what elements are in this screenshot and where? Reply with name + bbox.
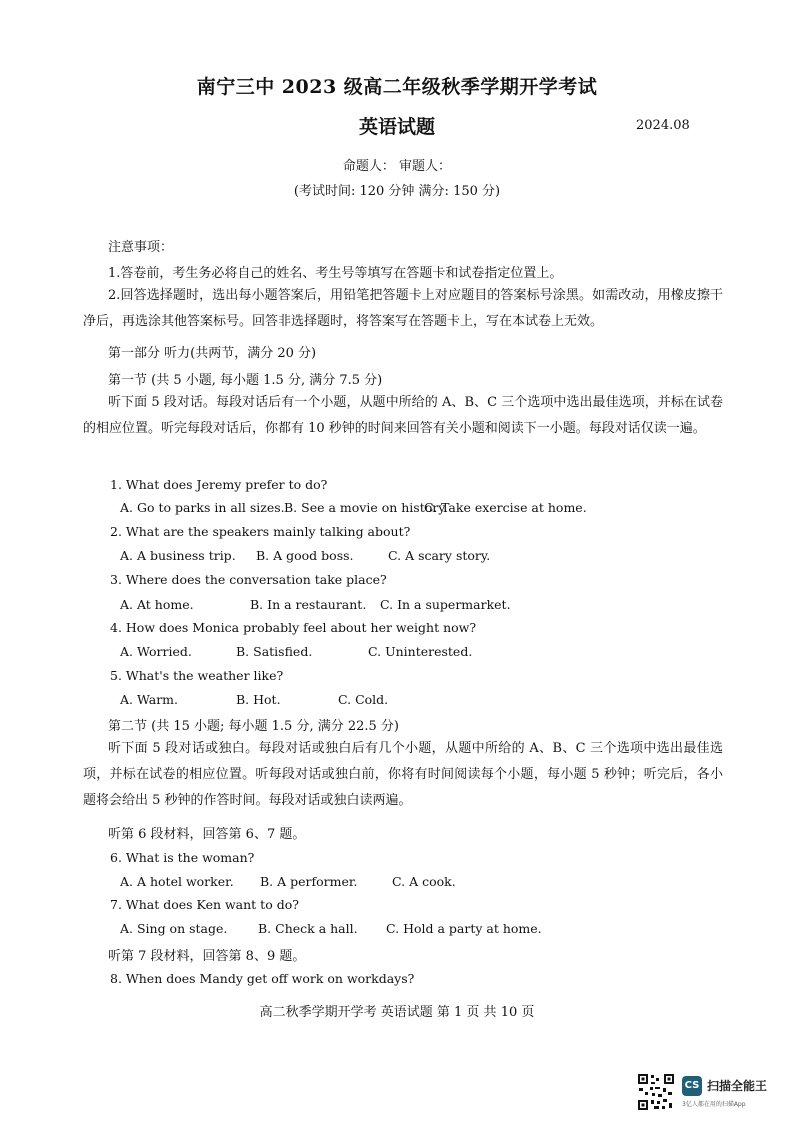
section1-heading: 第一节 (共 5 小题, 每小题 1.5 分, 满分 7.5 分) — [108, 373, 383, 388]
q6-option-b: B. A performer. — [260, 874, 358, 889]
question-1: 1. What does Jeremy prefer to do? — [110, 477, 328, 492]
q2-option-c: C. A scary story. — [388, 548, 491, 563]
question-3: 3. Where does the conversation take place? — [110, 572, 387, 587]
q4-option-a: A. Worried. — [120, 644, 192, 659]
q2-option-b: B. A good boss. — [256, 548, 354, 563]
q1-option-c: C. Take exercise at home. — [424, 500, 587, 515]
q4-option-c: C. Uninterested. — [368, 644, 473, 659]
q3-option-b: B. In a restaurant. — [250, 597, 367, 612]
q6-option-c: C. A cook. — [392, 874, 456, 889]
note-item-2: 2.回答选择题时，选出每小题答案后，用铅笔把答题卡上对应题目的答案标号涂黑。如需改动，用橡皮擦干净后，再选涂其他答案标号。回答非选择题时，将答案写在答题卡上，写在本试卷上无效。 — [83, 288, 723, 329]
camscanner-name: 扫描全能王 — [707, 1079, 768, 1093]
exam-title: 南宁三中 2023 级高二年级秋季学期开学考试 — [196, 76, 598, 98]
material-7-instruction: 听第 7 段材料，回答第 8、9 题。 — [108, 949, 306, 964]
q1-option-b: B. See a movie on history. — [284, 500, 448, 515]
exam-date: 2024.08 — [636, 118, 690, 133]
question-4: 4. How does Monica probably feel about her weight now? — [110, 620, 477, 635]
q6-option-a: A. A hotel worker. — [120, 874, 234, 889]
q1-option-a: A. Go to parks in all sizes. — [120, 500, 285, 515]
exam-subtitle: 英语试题 — [358, 116, 435, 138]
question-6: 6. What is the woman? — [110, 850, 255, 865]
camscanner-logo-icon: CS — [682, 1076, 702, 1096]
question-5: 5. What's the weather like? — [110, 668, 284, 683]
page-footer: 高二秋季学期开学考 英语试题 第 1 页 共 10 页 — [259, 1005, 535, 1020]
part1-heading: 第一部分 听力(共两节，满分 20 分) — [108, 346, 317, 361]
q2-option-a: A. A business trip. — [120, 548, 236, 563]
setters-line: 命题人： 审题人： — [342, 159, 452, 174]
question-7: 7. What does Ken want to do? — [110, 897, 299, 912]
q3-option-c: C. In a supermarket. — [380, 597, 511, 612]
material-6-instruction: 听第 6 段材料，回答第 6、7 题。 — [108, 827, 306, 842]
q7-option-a: A. Sing on stage. — [120, 921, 228, 936]
section1-instructions: 听下面 5 段对话。每段对话后有一个小题，从题中所给的 A、B、C 三个选项中选出最佳选项，并标在试卷的相应位置。听完每段对话后，你都有 10 秒钟的时间来回答有关小题和阅读下一小题。每段对话仅读一遍。 — [83, 395, 723, 436]
notes-heading: 注意事项： — [108, 240, 174, 255]
q4-option-b: B. Satisfied. — [236, 644, 313, 659]
note-item-1: 1.答卷前，考生务必将自己的姓名、考生号等填写在答题卡和试卷指定位置上。 — [108, 266, 563, 281]
section2-heading: 第二节 (共 15 小题; 每小题 1.5 分, 满分 22.5 分) — [108, 719, 400, 734]
question-2: 2. What are the speakers mainly talking about? — [110, 524, 411, 539]
q5-option-c: C. Cold. — [338, 692, 389, 707]
q5-option-b: B. Hot. — [236, 692, 281, 707]
q5-option-a: A. Warm. — [120, 692, 178, 707]
camscanner-tagline: 3亿人都在用的扫描App — [682, 1101, 746, 1108]
q7-option-c: C. Hold a party at home. — [386, 921, 542, 936]
question-8: 8. When does Mandy get off work on workdays? — [110, 971, 415, 986]
q7-option-b: B. Check a hall. — [258, 921, 358, 936]
section2-instructions: 听下面 5 段对话或独白。每段对话或独白后有几个小题，从题中所给的 A、B、C 三个选项中选出最佳选项，并标在试卷的相应位置。听每段对话或独白前，你将有时间阅读每个小题，每小题 5 秒钟；听完后，各小题将会给出 5 秒钟的作答时间。每段对话或独白读两遍。 — [83, 741, 723, 808]
qr-code-icon — [637, 1073, 675, 1111]
timing-line: (考试时间: 120 分钟 满分: 150 分) — [293, 184, 501, 199]
q3-option-a: A. At home. — [120, 597, 194, 612]
